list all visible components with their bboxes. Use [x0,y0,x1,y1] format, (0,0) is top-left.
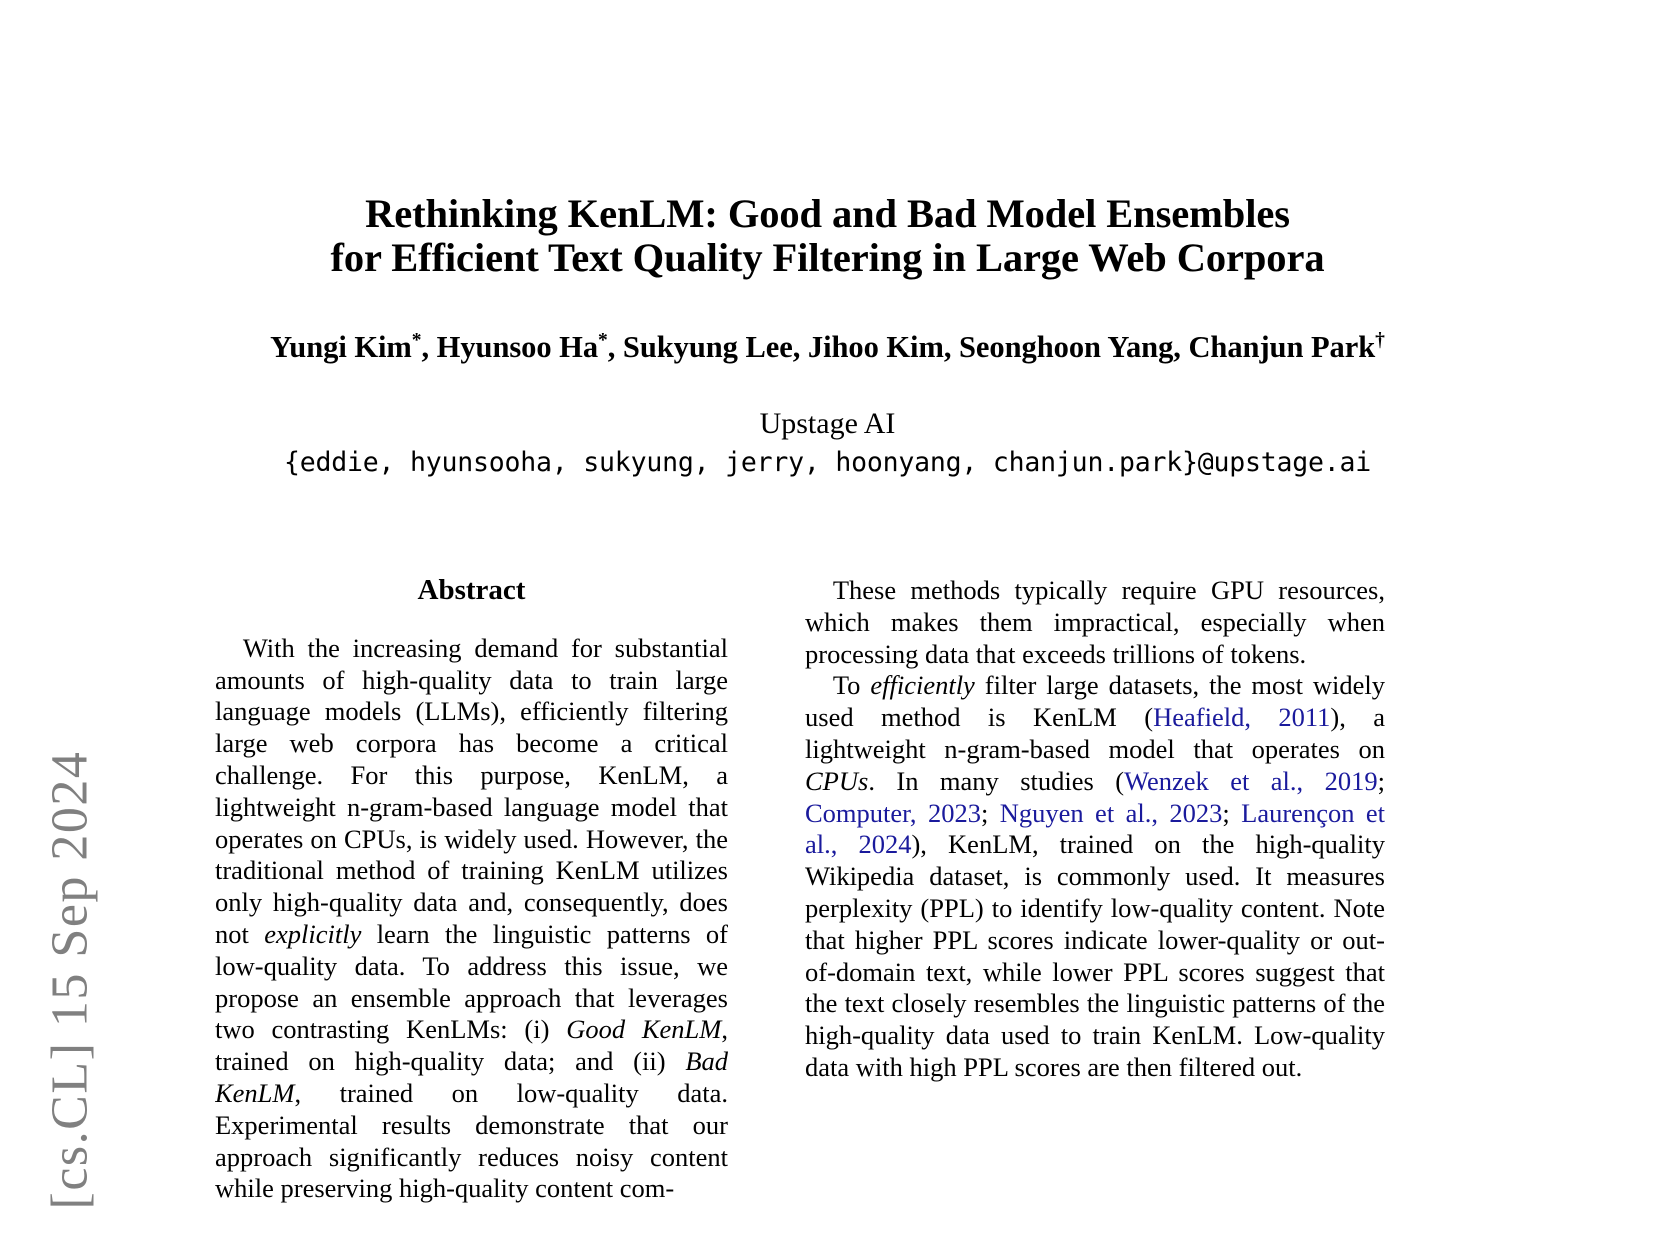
intro-paragraph-1 [805,575,1385,670]
citation-link[interactable]: Wenzek et al., 2019 [1124,765,1378,796]
body-text: ; [980,797,1000,828]
abstract-heading: Abstract [417,575,526,606]
author-name: Sukyung Lee [622,330,793,365]
emphasis-text: Bad KenLM [215,1046,728,1108]
author-footnote-mark: † [1375,330,1385,352]
body-text: , trained on high-quality data; and (ii) [215,1014,728,1077]
abstract-text [215,633,728,1205]
author-list: Yungi Kim*, Hyunsoo Ha*, Sukyung Lee, Jihoo Kim, Seonghoon Yang, Chanjun Park† [270,330,1385,365]
body-text: learn the linguistic patterns of low-quality data. To address this issue, we propose an ensemble approach that leverages two contrasting KenLMs: (i) [215,918,728,1045]
citation-link[interactable]: Heafield, 2011 [1153,702,1331,733]
author-name: Chanjun Park [1188,330,1376,365]
body-text: ; [1377,765,1385,796]
body-text: ; [1222,797,1242,828]
abstract-column [215,575,728,1205]
body-text: filter large datasets, the most widely used method is KenLM ( [805,670,1385,733]
author-name: Seonghoon Yang [959,330,1174,365]
author-footnote-mark: * [598,330,608,352]
body-text: ), a lightweight n-gram-based model that operates on [805,702,1385,764]
body-text: These methods typically require GPU resources, which makes them impractical, especially when processing data that exceeds trillions of tokens. [805,575,1385,669]
citation-link[interactable]: Nguyen et al., 2023 [999,797,1223,828]
two-column-body [215,575,1440,1245]
emphasis-text: Good KenLM [566,1014,722,1045]
citation-link[interactable]: Computer, 2023 [805,797,981,828]
body-text: . In many studies ( [868,765,1125,796]
title-line-2: for Efficient Text Quality Filtering in Large Web Corpora [330,234,1325,280]
title-line-1: Rethinking KenLM: Good and Bad Model Ensembles [365,191,1290,236]
body-text: With the increasing demand for substantial amounts of high-quality data to train large language models (LLMs), efficiently filtering large web corpora has become a critical challenge. For this purpose, KenLM, a lightweight n-gram-based language model that operates on CPUs, is widely used. However, the traditional method of training KenLM utilizes only high-quality data and, consequently, does not [215,632,728,949]
page-title [215,192,1440,279]
emphasis-text: efficiently [870,670,975,701]
body-text: ), KenLM, trained on the high-quality Wikipedia dataset, is commonly used. It measures perplexity (PPL) to identify low-quality content. Note that higher PPL scores indicate lower-quality or out-of-domain text, while lower PPL scores suggest that the text closely resembles the linguistic patterns of the high-quality data used to train KenLM. Low-quality data with high PPL scores are then filtered out. [805,829,1385,1082]
arxiv-identifier-stamp: [cs.CL] 15 Sep 2024 [41,750,99,1210]
paper-header [215,192,1440,478]
affiliation: Upstage AI [759,406,896,440]
author-name: Hyunsoo Ha [436,330,599,365]
intro-paragraph-2 [805,670,1385,1083]
author-emails: {eddie, hyunsooha, sukyung, jerry, hoonyang, chanjun.park}@upstage.ai [283,446,1372,478]
emphasis-text: CPUs [805,765,869,796]
emphasis-text: explicitly [264,918,362,949]
author-footnote-mark: * [411,330,422,352]
body-text: To [832,670,871,701]
author-name: Yungi Kim [270,330,412,365]
body-text: , trained on low-quality data. Experimental results demonstrate that our approach significantly reduces noisy content while preserving high-quality content com- [215,1077,728,1204]
introduction-column [805,575,1385,1084]
citation-link[interactable]: Laurençon et al., 2024 [805,797,1385,860]
author-name: Jihoo Kim [807,330,944,365]
